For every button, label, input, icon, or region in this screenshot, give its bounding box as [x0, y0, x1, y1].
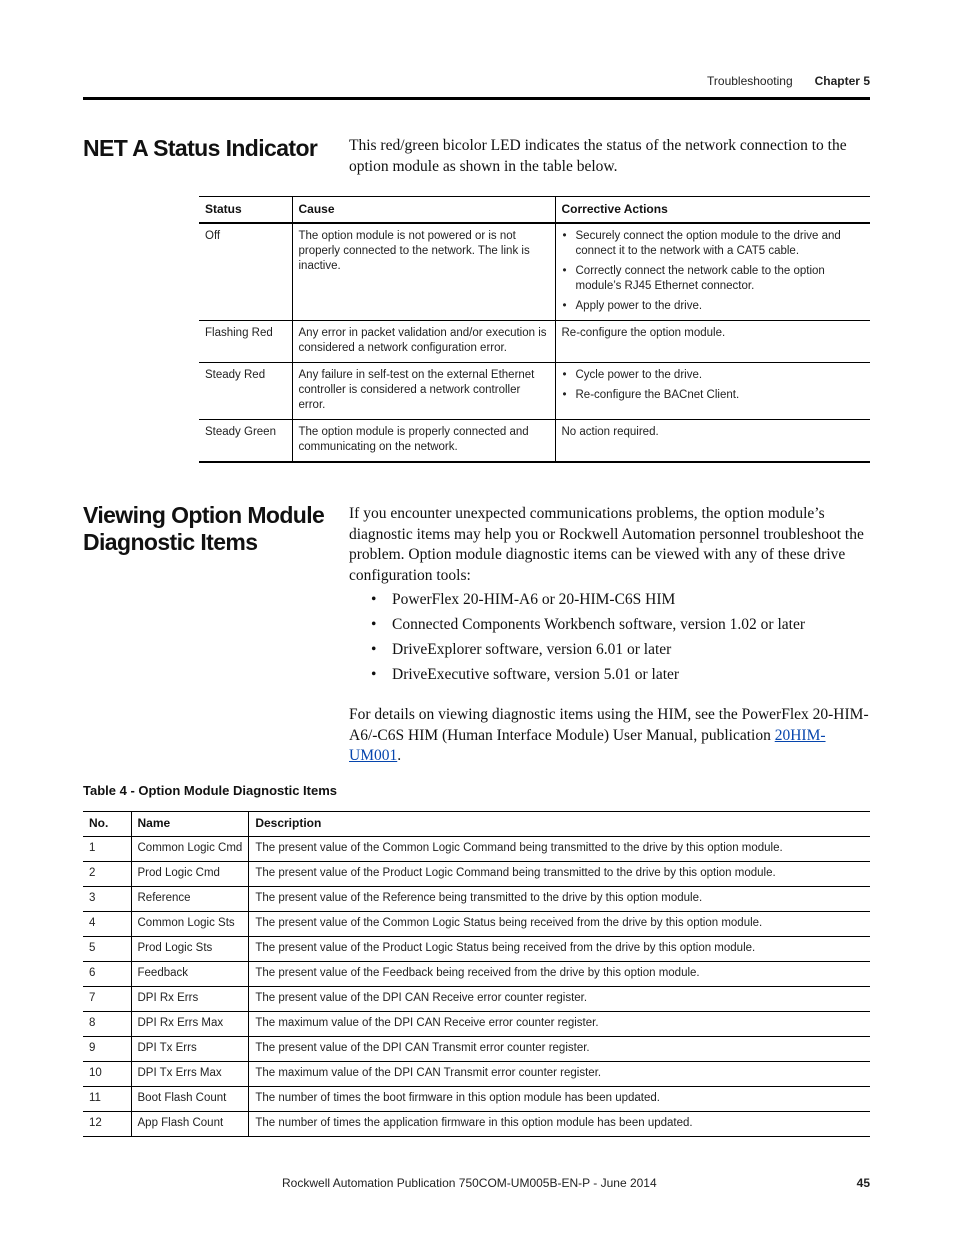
- name-cell: Common Logic Sts: [131, 912, 249, 937]
- table-row: [83, 987, 870, 1012]
- no-cell: 4: [89, 917, 96, 929]
- actions-list: [562, 229, 865, 314]
- status-cell: Steady Green: [205, 426, 276, 438]
- list-item: • DriveExecutive software, version 5.01 or later: [371, 664, 805, 689]
- page-footer: [282, 1176, 870, 1190]
- no-cell: 1: [89, 842, 96, 854]
- list-item: • DriveExplorer software, version 6.01 or later: [371, 639, 805, 664]
- table-row: [83, 1112, 870, 1137]
- description-cell: The present value of the Product Logic Command being transmitted to the drive by this option module.: [249, 862, 870, 887]
- diag-table-header: [83, 812, 870, 837]
- description-cell: The present value of the Common Logic Command being transmitted to the drive by this option module.: [249, 837, 870, 862]
- name-cell: Prod Logic Sts: [131, 937, 249, 962]
- description-cell: The number of times the boot firmware in this option module has been updated.: [249, 1087, 870, 1112]
- table-row: [83, 937, 870, 962]
- column-header: Status: [205, 202, 242, 216]
- name-cell: Reference: [131, 887, 249, 912]
- description-cell: The present value of the Common Logic Status being received from the drive by this option module.: [249, 912, 870, 937]
- cause-cell: The option module is not powered or is not properly connected to the network. The link is inactive.: [292, 223, 555, 321]
- name-cell: DPI Rx Errs Max: [131, 1012, 249, 1037]
- actions-cell: [555, 223, 870, 321]
- list-item: • Re-configure the BACnet Client.: [562, 388, 865, 403]
- actions-cell: Re-configure the option module.: [555, 321, 870, 363]
- table-row: [83, 912, 870, 937]
- column-header: Cause: [292, 197, 555, 224]
- table-row: [83, 887, 870, 912]
- table-row: [83, 1012, 870, 1037]
- cause-cell: The option module is properly connected and communicating on the network.: [292, 420, 555, 463]
- no-cell: 11: [89, 1092, 101, 1104]
- no-cell: 5: [89, 942, 96, 954]
- cause-cell: Any failure in self-test on the external Ethernet controller is considered a network controller error.: [292, 363, 555, 420]
- status-cell: Steady Red: [205, 369, 266, 381]
- table-row: [83, 962, 870, 987]
- name-cell: Prod Logic Cmd: [131, 862, 249, 887]
- name-cell: Feedback: [131, 962, 249, 987]
- no-cell: 2: [89, 867, 96, 879]
- table-row: [83, 1037, 870, 1062]
- description-cell: The present value of the DPI CAN Receive error counter register.: [249, 987, 870, 1012]
- column-header: No.: [89, 816, 109, 830]
- description-cell: The number of times the application firmware in this option module has been updated.: [249, 1112, 870, 1137]
- description-cell: The present value of the Feedback being received from the drive by this option module.: [249, 962, 870, 987]
- viewing-details: [349, 705, 869, 767]
- table-row: [199, 321, 870, 363]
- table-row: [83, 837, 870, 862]
- actions-cell: [555, 363, 870, 420]
- viewing-heading-line2: Diagnostic Items: [83, 529, 258, 555]
- publication-link[interactable]: 20HIM-UM001: [349, 726, 826, 764]
- footer-publication: Rockwell Automation Publication 750COM-UM005B-EN-P - June 2014: [282, 1176, 657, 1190]
- column-header: Description: [249, 812, 870, 837]
- description-cell: The present value of the DPI CAN Transmit error counter register.: [249, 1037, 870, 1062]
- description-cell: The present value of the Reference being transmitted to the drive by this option module.: [249, 887, 870, 912]
- no-cell: 7: [89, 992, 96, 1004]
- no-cell: 8: [89, 1017, 96, 1029]
- actions-list: [562, 368, 865, 403]
- diagnostic-items-table: [83, 811, 870, 1137]
- table-row: [83, 1087, 870, 1112]
- list-item: • Cycle power to the drive.: [562, 368, 865, 383]
- status-cell: Off: [205, 230, 221, 242]
- table-row: [83, 862, 870, 887]
- column-header: Name: [131, 812, 249, 837]
- net-a-heading: NET A Status Indicator: [83, 135, 318, 161]
- viewing-heading-line1: Viewing Option Module: [83, 502, 325, 528]
- tools-list: [371, 589, 805, 689]
- name-cell: Common Logic Cmd: [131, 837, 249, 862]
- header-chapter: Chapter 5: [814, 74, 870, 88]
- table-row: [83, 1062, 870, 1087]
- list-item: • Correctly connect the network cable to the option module’s RJ45 Ethernet connector.: [562, 264, 865, 294]
- no-cell: 9: [89, 1042, 96, 1054]
- status-table-header: [199, 197, 870, 224]
- table-caption: Table 4 - Option Module Diagnostic Items: [83, 783, 338, 798]
- no-cell: 3: [89, 892, 96, 904]
- name-cell: Boot Flash Count: [131, 1087, 249, 1112]
- no-cell: 12: [89, 1117, 102, 1129]
- description-cell: The maximum value of the DPI CAN Receive error counter register.: [249, 1012, 870, 1037]
- viewing-intro: If you encounter unexpected communications problems, the option module’s diagnostic items may help you or Rockwell Automation personnel troubleshoot the problem. Option module diagnostic items can be viewed with any of these drive configuration tools:: [349, 505, 864, 584]
- viewing-heading: [83, 502, 324, 556]
- list-item: • PowerFlex 20-HIM-A6 or 20-HIM-C6S HIM: [371, 589, 805, 614]
- status-cell: Flashing Red: [205, 327, 273, 339]
- name-cell: DPI Tx Errs Max: [131, 1062, 249, 1087]
- table-row: [199, 223, 870, 321]
- no-cell: 10: [89, 1067, 102, 1079]
- header-rule: [83, 97, 870, 100]
- name-cell: DPI Rx Errs: [131, 987, 249, 1012]
- page-header: [707, 74, 870, 88]
- actions-cell: No action required.: [555, 420, 870, 463]
- list-item: • Connected Components Workbench software, version 1.02 or later: [371, 614, 805, 639]
- name-cell: DPI Tx Errs: [131, 1037, 249, 1062]
- table-row: [199, 420, 870, 463]
- table-row: [199, 363, 870, 420]
- description-cell: The present value of the Product Logic Status being received from the drive by this option module.: [249, 937, 870, 962]
- details-end: .: [397, 747, 402, 764]
- net-a-intro: This red/green bicolor LED indicates the status of the network connection to the option module as shown in the table below.: [349, 137, 847, 175]
- column-header: Corrective Actions: [555, 197, 870, 224]
- description-cell: The maximum value of the DPI CAN Transmit error counter register.: [249, 1062, 870, 1087]
- details-text: For details on viewing diagnostic items using the HIM, see the PowerFlex 20-HIM-A6/-C6S HIM (Human Interface Module) User Manual, publication: [349, 706, 869, 744]
- name-cell: App Flash Count: [131, 1112, 249, 1137]
- cause-cell: Any error in packet validation and/or execution is considered a network configuration error.: [292, 321, 555, 363]
- list-item: • Securely connect the option module to the drive and connect it to the network with a CAT5 cable.: [562, 229, 865, 259]
- no-cell: 6: [89, 967, 96, 979]
- net-a-status-table: [199, 196, 870, 463]
- list-item: • Apply power to the drive.: [562, 299, 865, 314]
- header-section: Troubleshooting: [707, 74, 793, 88]
- page-number: 45: [856, 1176, 870, 1190]
